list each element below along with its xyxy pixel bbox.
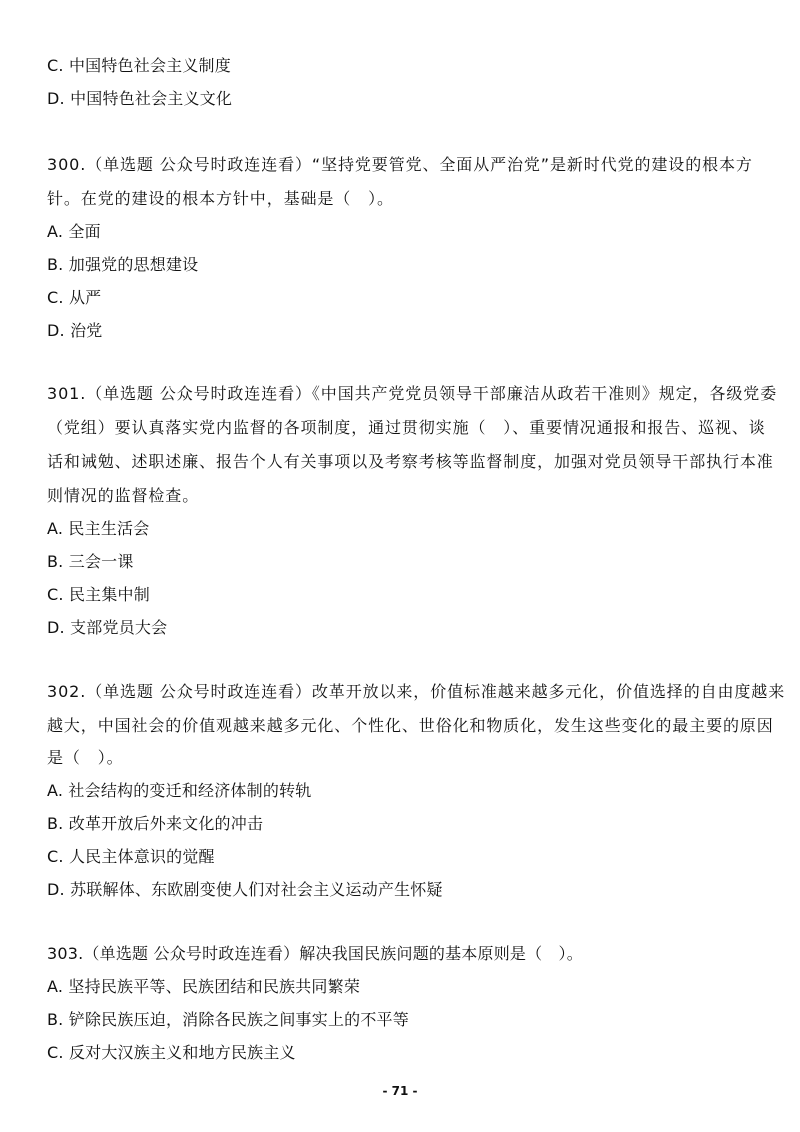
q301-option-b: B. 三会一课	[47, 552, 134, 571]
q301-stem-line-2: （党组）要认真落实党内监督的各项制度，通过贯彻实施（ ）、重要情况通报和报告、巡视、谈	[47, 418, 766, 437]
q300-stem-line-2: 针。在党的建设的根本方针中，基础是（ ）。	[47, 189, 394, 208]
q299-option-c: C. 中国特色社会主义制度	[47, 56, 231, 75]
q301-option-d: D. 支部党员大会	[47, 618, 168, 637]
q303-option-b: B. 铲除民族压迫，消除各民族之间事实上的不平等	[47, 1010, 409, 1029]
page-number: - 71 -	[382, 1084, 418, 1098]
q302-stem-line-1: 302.（单选题 公众号时政连连看）改革开放以来，价值标准越来越多元化，价值选择的自由度越来	[47, 682, 786, 701]
q302-stem-line-3: 是（ ）。	[47, 748, 124, 767]
q300-option-a: A. 全面	[47, 222, 101, 241]
q301-stem-line-1: 301.（单选题 公众号时政连连看）《中国共产党党员领导干部廉洁从政若干准则》规定，各级党委	[47, 384, 778, 403]
q302-option-a: A. 社会结构的变迁和经济体制的转轨	[47, 781, 312, 800]
q301-stem-line-3: 话和诫勉、述职述廉、报告个人有关事项以及考察考核等监督制度，加强对党员领导干部执行本准	[47, 452, 774, 471]
q300-option-b: B. 加强党的思想建设	[47, 255, 199, 274]
q301-stem-line-4: 则情况的监督检查。	[47, 486, 200, 505]
q300-option-d: D. 治党	[47, 321, 103, 340]
q303-option-a: A. 坚持民族平等、民族团结和民族共同繁荣	[47, 977, 361, 996]
q303-option-c: C. 反对大汉族主义和地方民族主义	[47, 1043, 296, 1062]
q302-option-d: D. 苏联解体、东欧剧变使人们对社会主义运动产生怀疑	[47, 880, 443, 899]
q302-option-c: C. 人民主体意识的觉醒	[47, 847, 215, 866]
q301-option-a: A. 民主生活会	[47, 519, 150, 538]
q302-option-b: B. 改革开放后外来文化的冲击	[47, 814, 264, 833]
q302-stem-line-2: 越大，中国社会的价值观越来越多元化、个性化、世俗化和物质化，发生这些变化的最主要的原因	[47, 716, 774, 735]
q301-option-c: C. 民主集中制	[47, 585, 150, 604]
q300-stem-line-1: 300.（单选题 公众号时政连连看）“坚持党要管党、全面从严治党”是新时代党的建设的根本方	[47, 155, 753, 174]
q299-option-d: D. 中国特色社会主义文化	[47, 89, 233, 108]
q300-option-c: C. 从严	[47, 288, 102, 307]
q303-stem-line-1: 303.（单选题 公众号时政连连看）解决我国民族问题的基本原则是（ ）。	[47, 944, 583, 963]
